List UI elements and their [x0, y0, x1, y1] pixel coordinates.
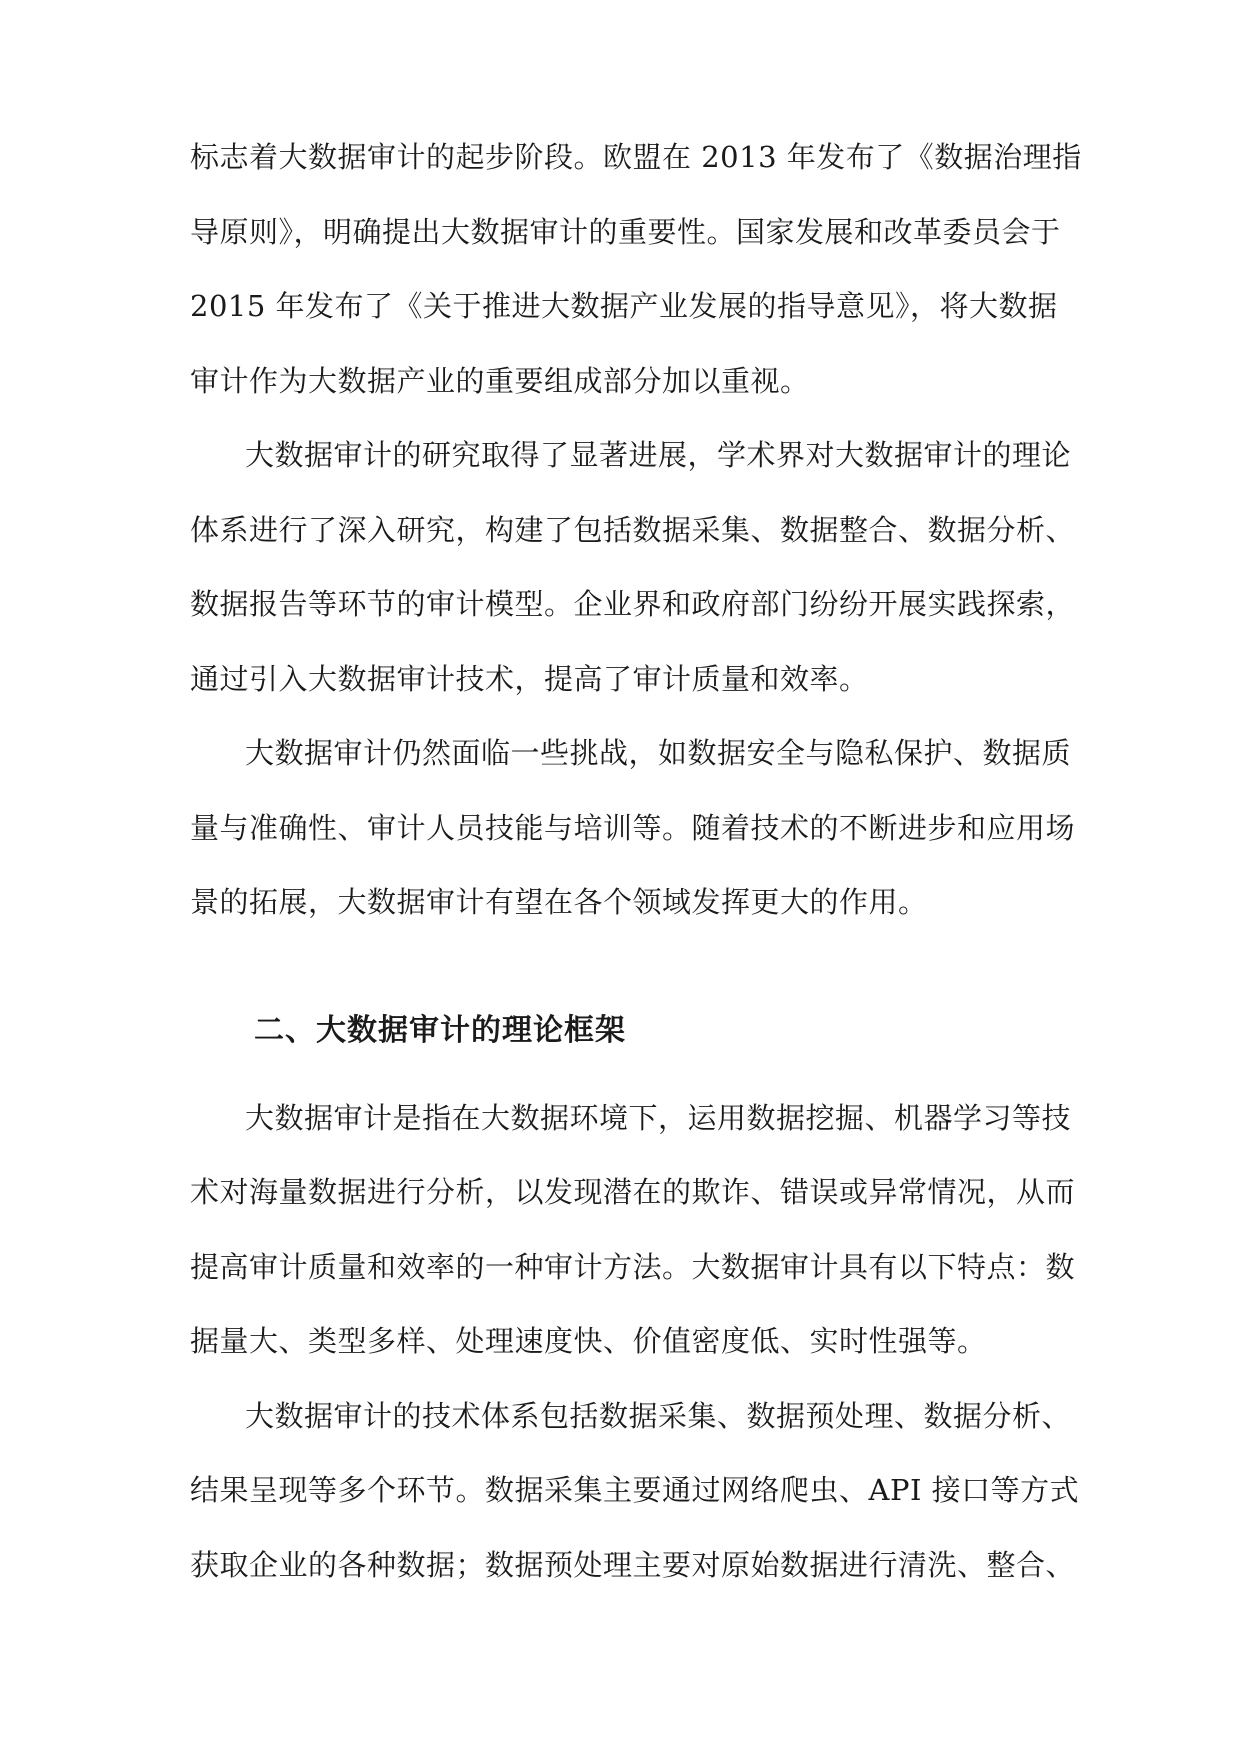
section-heading: 二、大数据审计的理论框架 — [254, 1013, 626, 1048]
section-paragraph-2-line-1: 大数据审计的技术体系包括数据采集、数据预处理、数据分析、 — [245, 1399, 1072, 1433]
paragraph-2-line-1: 大数据审计的研究取得了显著进展，学术界对大数据审计的理论 — [245, 438, 1072, 472]
section-paragraph-2-line-3: 获取企业的各种数据；数据预处理主要对原始数据进行清洗、整合、 — [190, 1548, 1076, 1582]
paragraph-1-line-2: 导原则》，明确提出大数据审计的重要性。国家发展和改革委员会于 — [190, 215, 1061, 249]
paragraph-3-line-2: 量与准确性、审计人员技能与培训等。随着技术的不断进步和应用场 — [190, 811, 1076, 845]
paragraph-2-line-3: 数据报告等环节的审计模型。企业界和政府部门纷纷开展实践探索， — [190, 587, 1076, 621]
section-paragraph-2-line-2: 结果呈现等多个环节。数据采集主要通过网络爬虫、API 接口等方式 — [190, 1473, 1080, 1507]
paragraph-2-line-4: 通过引入大数据审计技术，提高了审计质量和效率。 — [190, 662, 869, 696]
section-paragraph-1-line-3: 提高审计质量和效率的一种审计方法。大数据审计具有以下特点：数 — [190, 1250, 1076, 1284]
paragraph-1-line-1: 标志着大数据审计的起步阶段。欧盟在 2013 年发布了《数据治理指 — [190, 140, 1082, 174]
paragraph-1-line-4: 审计作为大数据产业的重要组成部分加以重视。 — [190, 364, 810, 398]
paragraph-3-line-1: 大数据审计仍然面临一些挑战，如数据安全与隐私保护、数据质 — [245, 736, 1072, 770]
paragraph-3-line-3: 景的拓展，大数据审计有望在各个领域发挥更大的作用。 — [190, 885, 928, 919]
paragraph-2-line-2: 体系进行了深入研究，构建了包括数据采集、数据整合、数据分析、 — [190, 513, 1076, 547]
paragraph-1-line-3: 2015 年发布了《关于推进大数据产业发展的指导意见》，将大数据 — [190, 289, 1058, 323]
section-paragraph-1-line-1: 大数据审计是指在大数据环境下，运用数据挖掘、机器学习等技 — [245, 1101, 1072, 1135]
section-paragraph-1-line-4: 据量大、类型多样、处理速度快、价值密度低、实时性强等。 — [190, 1324, 987, 1358]
section-paragraph-1-line-2: 术对海量数据进行分析，以发现潜在的欺诈、错误或异常情况，从而 — [190, 1175, 1076, 1209]
